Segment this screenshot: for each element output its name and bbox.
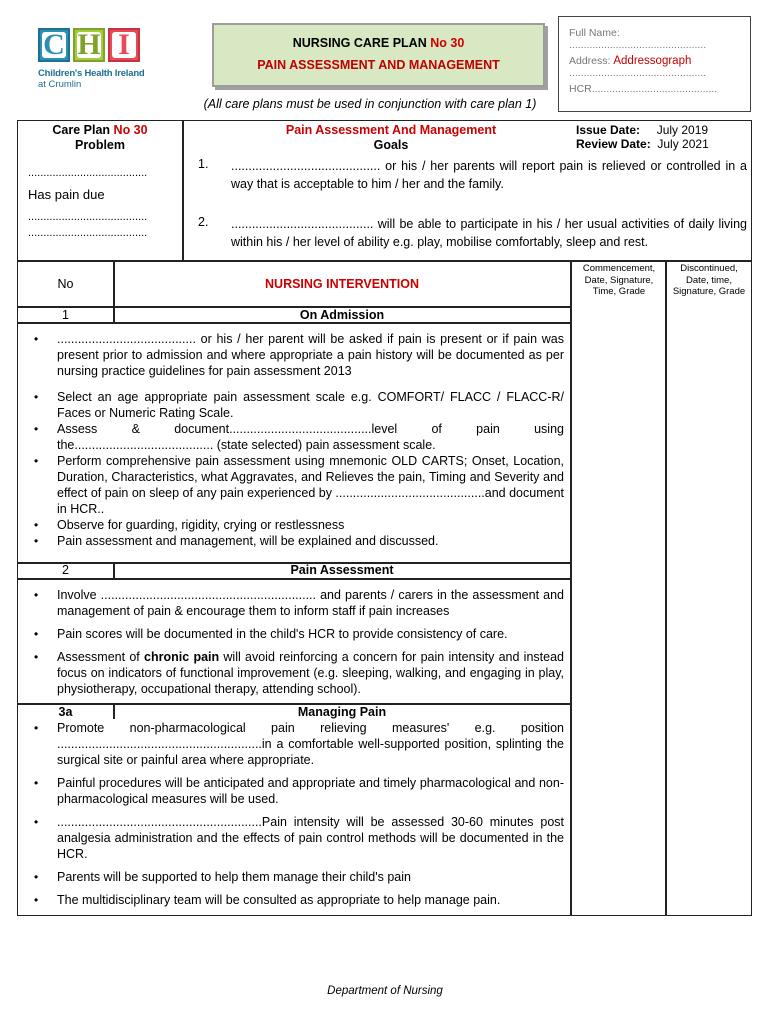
chi-logo: [38, 28, 158, 108]
issue-review-dates: Issue Date: July 2019 Review Date: July 2021: [576, 123, 709, 151]
logo-text-location: at Crumlin: [38, 79, 82, 90]
column-header-no: No: [57, 277, 74, 291]
problem-line-1[interactable]: .......................................: [28, 167, 148, 179]
list-item: [18, 649, 564, 697]
goal-number-2: 2.: [198, 215, 209, 229]
chronic-pain-item: Assessment of chronic pain will avoid reinforcing a concern for pain intensity and instead focus on indicators of functional improvement (e.g. sleeping, walking, and engaging in play, physiotherapy, occupational therapy, attending school).: [57, 650, 564, 696]
logo-text-name: Children's Health Ireland: [38, 68, 145, 79]
logo-block-c: C: [38, 28, 70, 62]
column-header-intervention: NURSING INTERVENTION: [265, 277, 419, 291]
section-2-title: Pain Assessment: [290, 563, 394, 577]
list-item: • The multidisciplinary team will be consulted as appropriate to help manage pain.: [18, 892, 564, 908]
care-plan-title: NURSING CARE PLAN No 30: [292, 36, 465, 50]
section-2-list: [18, 587, 564, 704]
list-item: • Involve .............................................................. and parents / carers in the assessment and management of pain & encourage them to inform staff if pain increases: [18, 587, 564, 619]
section-3a-title: Managing Pain: [297, 705, 387, 719]
goal-text-1: ........................................... or his / her parents will report pain is relieved or controlled in a way that is acceptable to him / her and the family.: [231, 159, 747, 191]
address-field[interactable]: Address: Addressograph ...............................................: [569, 55, 707, 79]
section-1-number: 1: [62, 308, 69, 322]
logo-block-h: H: [73, 28, 105, 62]
list-item: • Perform comprehensive pain assessment using mnemonic OLD CARTS; Onset, Location, Duration, Characteristics, what Aggravates, and Relieves the pain, Timing and Severity and effect of pain on sleep of any pain experienced by ...........................................and document in HCR..: [18, 453, 564, 517]
list-item: • Observe for guarding, rigidity, crying or restlessness: [18, 517, 564, 533]
problem-line-2[interactable]: .......................................: [28, 211, 148, 223]
section-3a-list: [18, 720, 564, 915]
list-item: • ...........................................................Pain intensity will be assessed 30-60 minutes post analgesia administration and the effects of pain control methods will be documented in the HCR.: [18, 814, 564, 862]
problem-line-3[interactable]: .......................................: [28, 227, 148, 239]
problem-text: Has pain due: [28, 187, 105, 202]
column-header-commencement: Commencement, Date, Signature, Time, Grade: [582, 263, 656, 297]
column-header-discontinued: Discontinued, Date, time, Signature, Grade: [672, 263, 746, 297]
goal-text-2: ......................................... will be able to participate in his / her usual activities of daily living within his / her level of ability e.g. play, mobilise comfortably, sleep and rest.: [231, 217, 747, 249]
section-2-number: 2: [62, 563, 69, 577]
section-1-title: On Admission: [299, 308, 385, 322]
chronic-pain-emphasis: chronic pain: [144, 650, 220, 664]
list-item: • Select an age appropriate pain assessment scale e.g. COMFORT/ FLACC / FLACC-R/ Faces or Numeric Rating Scale.: [18, 389, 564, 421]
list-item: • Pain assessment and management, will be explained and discussed.: [18, 533, 564, 549]
hcr-field[interactable]: HCR...........................................: [569, 83, 718, 95]
care-plan-table: [17, 120, 752, 916]
list-item: • ........................................ or his / her parent will be asked if pain is present or if pain was present prior to admission and where appropriate a pain history will be documented as per nursing practice guidelines for pain assessment 2013: [18, 331, 564, 379]
care-plan-note: (All care plans must be used in conjunction with care plan 1): [203, 97, 537, 111]
list-item: • Parents will be supported to help them manage their child's pain: [18, 869, 564, 885]
list-item: • Assess & document.........................................level of pain using the........................................ (state selected) pain assessment scale.: [18, 421, 564, 453]
logo-block-i: I: [108, 28, 140, 62]
list-item: • Painful procedures will be anticipated and appropriate and timely pharmacological and non-pharmacological measures will be used.: [18, 775, 564, 807]
list-item: • Promote non-pharmacological pain relieving measures' e.g. position ...........................................................in a comfortable well-supported position, splinting the surgical site or painful area where appropriate.: [18, 720, 564, 768]
section-3a-number: 3a: [58, 705, 73, 719]
goals-heading: Pain Assessment And Management Goals: [285, 123, 497, 152]
care-plan-subtitle: PAIN ASSESSMENT AND MANAGEMENT: [257, 58, 500, 72]
full-name-field[interactable]: Full Name: ...............................................: [569, 27, 707, 51]
patient-id-box: [558, 16, 751, 112]
footer-department: Department of Nursing: [327, 985, 443, 997]
problem-heading: Care Plan No 30 Problem: [52, 123, 148, 152]
section-1-list: [18, 331, 564, 549]
goal-number-1: 1.: [198, 157, 209, 171]
care-plan-title-box: [212, 23, 545, 87]
list-item: • Pain scores will be documented in the child's HCR to provide consistency of care.: [18, 626, 564, 642]
